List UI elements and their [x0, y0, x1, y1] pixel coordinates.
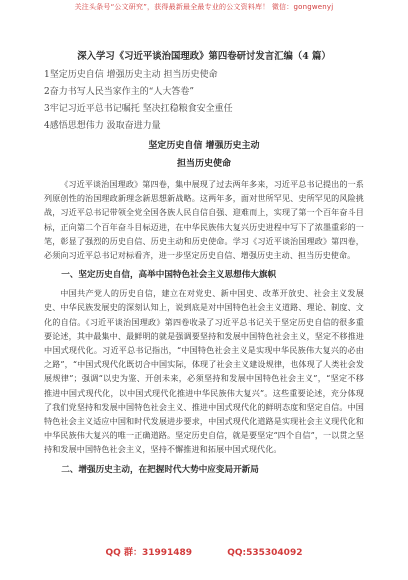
footer-contacts [0, 545, 408, 558]
section-heading-1: 一、坚定历史自信，高举中国特色社会主义思想伟大旗帜 [61, 270, 277, 281]
toc-item: 3牢记习近平总书记嘱托 坚决扛稳粮食安全重任 [44, 104, 233, 114]
article-subtitle: 担当历史使命 [176, 159, 231, 169]
section-heading-2: 二、增强历史主动，在把握时代大势中应变局开新局 [61, 464, 259, 475]
toc-item: 2奋力书写人民当家作主的“人大答卷” [44, 87, 194, 97]
table-of-contents [44, 67, 364, 135]
section-1-paragraph: 中国共产党人的历史自信，建立在对党史、新中国史、改革开放史、社会主义发展史、中华民族发展史的深刻认知上，说到底是对中国特色社会主义道路、理论、制度、文化的自信。《习近平谈治国理政》第四卷收录了习近平总书记关于坚定历史自信的很多重要论述，其中最集中、最鲜明的就是强调要坚持和发展中国特色社会主义，坚定不移推进中国式现代化。习近平总书记指出，“中国特色社会主义是实现中华民族伟大复兴的必由之路”，“中国式现代化既切合中国实际，体现了社会主义建设规律，也体现了人类社会发展规律”；强调“以史为鉴、开创未来，必须坚持和发展中国特色社会主义”，“坚定不移推进中国式现代化，以中国式现代化推进中华民族伟大复兴”。这些重要论述，充分体现了我们党坚持和发展中国特色社会主义、推进中国式现代化的鲜明态度和坚定自信。中国特色社会主义适应中国和时代发展进步要求，中国式现代化道路是实现社会主义现代化和中华民族伟大复兴的唯一正确道路。坚定历史自信，就是要坚定“四个自信”，一以贯之坚持和发展中国特色社会主义，坚持不懈推进和拓展中国式现代化。 [44, 288, 364, 455]
article-title: 坚定历史自信 增强历史主动 [148, 141, 260, 151]
qq-number: QQ:535304092 [227, 548, 303, 558]
toc-item: 4感悟思想伟力 汲取奋进力量 [44, 121, 161, 131]
intro-paragraph: 《习近平谈治国理政》第四卷，集中展现了过去两年多来，习近平总书记提出的一系列原创性的治国理政新理念新思想新战略。这两年多，面对世所罕见、史所罕见的风险挑战，习近平总书记带领全党全国各族人民自信自强、迎难而上，实现了第一个百年奋斗目标，正向第二个百年奋斗目标迈进，在中华民族伟大复兴历史进程中写下了浓墨重彩的一笔，彰显了强烈的历史自信、历史主动和历史使命。学习《习近平谈治国理政》第四卷，必须向习近平总书记对标看齐，进一步坚定历史自信、增强历史主动、担当历史使命。 [44, 179, 364, 261]
toc-item: 1坚定历史自信 增强历史主动 担当历史使命 [44, 70, 218, 80]
document-page [44, 48, 364, 481]
top-banner: 关注头条号“公文研究”，获得最新最全最专业的公文资料库！ 微信：gongwenyj [74, 3, 334, 11]
qq-group: QQ 群：31991489 [105, 548, 193, 558]
document-title: 深入学习《习近平谈治国理政》第四卷研讨发言汇编（4 篇） [77, 51, 331, 62]
